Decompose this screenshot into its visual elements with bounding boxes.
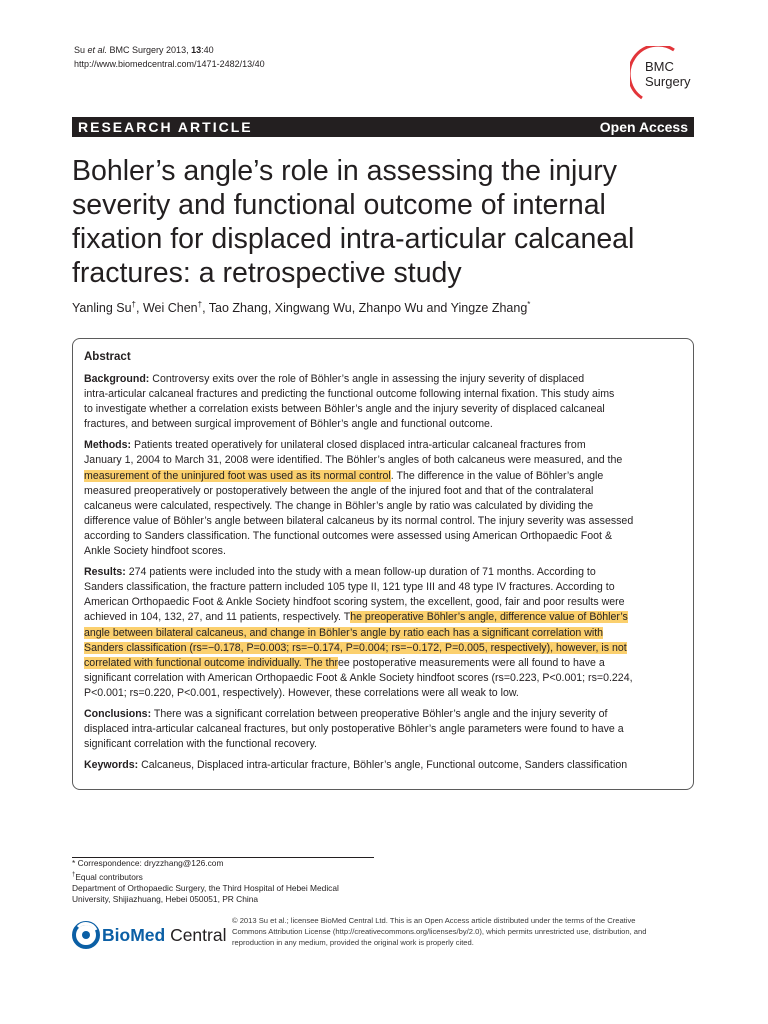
corresponding-mark: * [527,299,531,309]
results-label: Results: [84,566,126,579]
footnotes [72,858,339,906]
title-line: Bohler’s angle’s role in assessing the injury [72,155,617,187]
dagger-mark: † [131,299,136,309]
dagger-mark: † [197,299,203,309]
title-line: severity and functional outcome of internal [72,189,606,221]
text-highlight: Sanders classification (rs=−0.178, P=0.003; rs=−0.174, P=0.004; rs=−0.172, P=0.005, respectively), however, is not [84,641,627,654]
abstract-keywords: Keywords: Calcaneus, Displaced intra-articular fracture, Böhler’s angle, Functional outcome, Sanders classification [84,759,628,772]
journal-citation [74,43,265,57]
correspondence-note: * Correspondence: dryzzhang@126.com [72,858,224,868]
affiliation-line: University, Shijiazhuang, Hebei 050051, PR China [72,894,259,905]
abstract-heading: Abstract [84,351,131,363]
text-highlight: measurement of the uninjured foot was used as its normal control [84,469,391,482]
biomed-central-logo [72,918,227,954]
citation-journal: BMC Surgery [107,45,164,55]
title-line: fractures: a retrospective study [72,257,462,289]
bmc-surgery-logo [630,46,696,100]
abstract-background: Background: Controversy exits over the role of Böhler’s angle in assessing the injury severity of displaced intra-articular calcaneal fractures and predicting the functional outcome following internal fixation. This study aims to investigate whether a correlation exists between Böhler’s angle and the injury severity of displaced calcaneal fractures, and between surgical improvement of Böhler’s angle and functional outcome. [84,373,615,431]
citation-author: Su [74,45,88,55]
open-access-label: Open Access [599,119,688,135]
methods-label: Methods: [84,439,132,452]
abstract-conclusions: Conclusions: There was a significant correlation between preoperative Böhler’s angle and the injury severity of displaced intra-articular calcaneal fractures, but only postoperative Böhler’s angle parameters were found to have a significant correlation with the functional recovery. [84,707,624,751]
author-1: Yanling Su [72,301,132,315]
conclusions-label: Conclusions: [84,707,152,720]
citation-year: 2013, [163,45,192,55]
publisher-name-1: BioMed [102,925,166,945]
logo-line-2: Surgery [645,74,691,89]
citation-header [74,43,265,71]
title-line: fixation for displaced intra-articular calcaneal [72,223,635,255]
publisher-name-2: Central [165,925,227,945]
abstract-results: Results: 274 patients were included into the study with a mean follow-up duration of 71 months. According to Sanders classification, the fracture pattern included 105 type II, 121 type III and 48 type IV fractures. According to American Orthopaedic Foot & Ankle Society hindfoot scoring system, the excellent, good, fair and poor results were achieved in 104, 132, 27, and 11 patients, respectively. The preoperative Böhler’s angle, difference value of Böhler’s angle between bilateral calcaneus, and change in Böhler’s angle by ratio each has a significant correlation with Sanders classification (rs=−0.178, P=0.003; rs=−0.174, P=0.004; rs=−0.172, P=0.005, respectively), however, is not correlated with functional outcome individually. The three postoperative measurements were all found to have a significant correlation with American Orthopaedic Foot & Ankle Society hindfoot scores (rs=0.223, P<0.001; rs=0.224, P<0.001; rs=0.220, P<0.001, respectively). However, these correlations were all weak to low. [84,566,633,699]
abstract-box [72,338,694,790]
citation-page: :40 [201,45,214,55]
author-list [72,299,530,317]
text-highlight: he preoperative Böhler’s angle, difference value of Böhler’s [350,611,628,624]
article-url[interactable]: http://www.biomedcentral.com/1471-2482/13/40 [74,59,265,69]
citation-volume: 13 [191,45,202,55]
abstract-methods: Methods: Patients treated operatively for unilateral closed displaced intra-articular calcaneal fractures from January 1, 2004 to March 31, 2008 were identified. The Böhler’s angles of both calcaneus were measured, and the measurement of the uninjured foot was used as its normal control. The difference in the value of Böhler’s angle measured preoperatively or postoperatively between the angle of the injured foot and that of the contralateral calcaneus were calculated, respectively. The change in Böhler’s angle by ratio was calculated by dividing the difference value of Böhler’s angle between bilateral calcaneus by its normal control. The injury severity was assessed according to Sanders classification. The functional outcomes were assessed using American Orthopaedic Foot & Ankle Society hindfoot scores. [84,439,634,558]
article-title [72,154,692,290]
text-highlight: correlated with functional outcome individually. The thr [84,656,338,669]
equal-contrib-note: †Equal contributors [72,871,143,882]
research-article-label: RESEARCH ARTICLE [78,119,253,135]
logo-line-1: BMC [645,59,674,74]
article-type-banner [72,117,694,137]
keywords-label: Keywords: [84,759,139,772]
author-2: , Wei Chen [136,301,198,315]
affiliation-line: Department of Orthopaedic Surgery, the Third Hospital of Hebei Medical [72,882,339,893]
abstract-content [84,350,684,779]
license-text: © 2013 Su et al.; licensee BioMed Central Ltd. This is an Open Access article distributed under the terms of the Creative Commons Attribution License (http://creativecommons.org/licenses/by/2.0), which permits unrestricted use, distribution, and reproduction in any medium, provided the original work is properly cited. [232,916,647,948]
background-label: Background: [84,373,150,385]
biomed-swirl-icon [72,918,100,952]
author-rest: , Tao Zhang, Xingwang Wu, Zhanpo Wu and Yingze Zhang [202,301,528,315]
text-highlight: angle between bilateral calcaneus, and change in Böhler’s angle by ratio each has a significant correlation with [84,626,604,639]
citation-etal: et al. [87,45,108,55]
